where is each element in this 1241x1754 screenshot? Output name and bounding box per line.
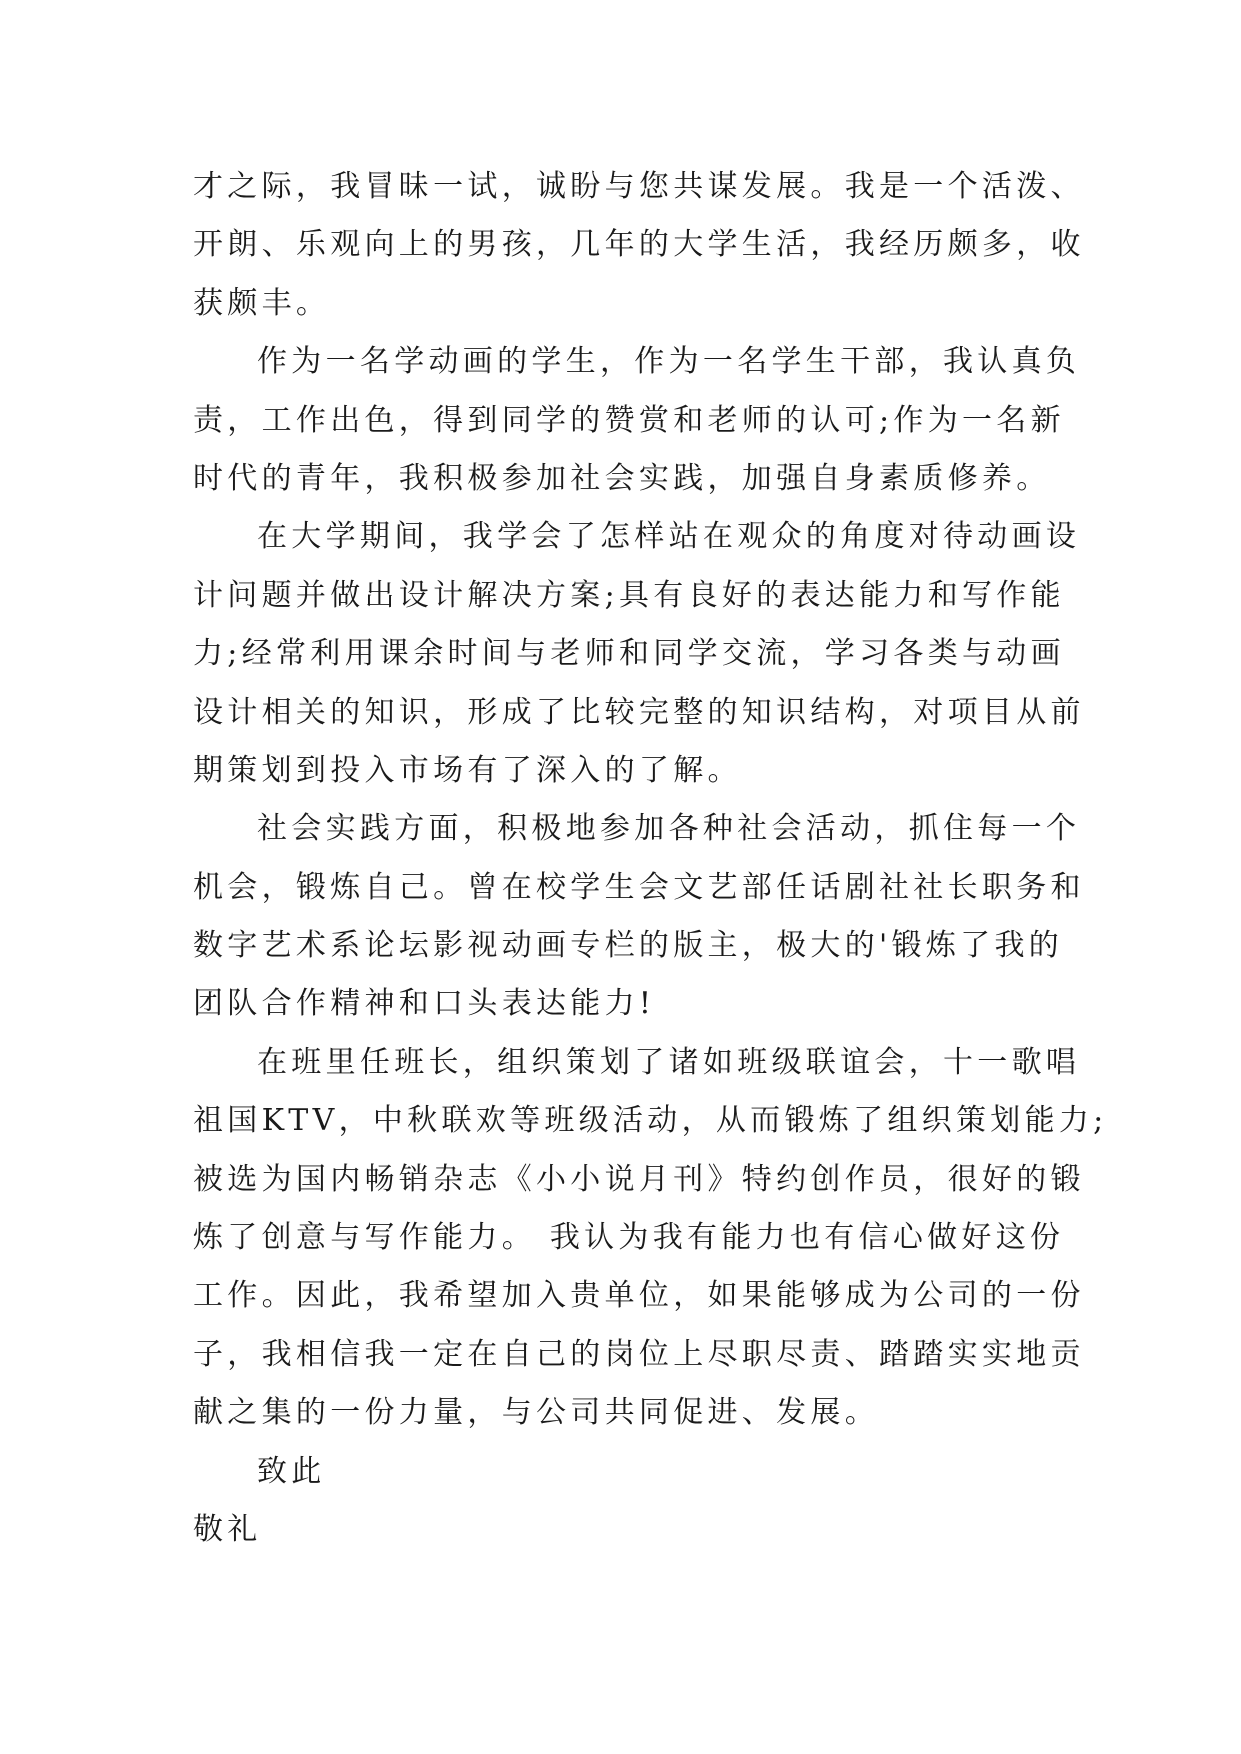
body-line: 团队合作精神和口头表达能力! [193,986,656,1022]
paragraph-start-line: 社会实践方面，积极地参加各种社会活动，抓住每一个 [257,811,1081,847]
body-line: 子，我相信我一定在自己的岗位上尽职尽责、踏踏实实地贡 [193,1336,1085,1372]
body-line: 祖国KTV，中秋联欢等班级活动，从而锻炼了组织策划能力; [193,1103,1108,1139]
paragraph-start-line: 在大学期间，我学会了怎样站在观众的角度对待动画设 [257,519,1081,555]
body-line: 期策划到投入市场有了深入的了解。 [193,752,742,788]
body-line: 获颇丰。 [193,285,331,321]
body-line: 开朗、乐观向上的男孩，几年的大学生活，我经历颇多，收 [193,227,1085,263]
body-line: 工作。因此，我希望加入贵单位，如果能够成为公司的一份 [193,1278,1085,1314]
body-line: 献之集的一份力量，与公司共同促进、发展。 [193,1395,879,1431]
body-line: 时代的青年，我积极参加社会实践，加强自身素质修养。 [193,460,1051,496]
body-line: 计问题并做出设计解决方案;具有良好的表达能力和写作能 [193,577,1065,613]
body-line: 数字艺术系论坛影视动画专栏的版主，极大的'锻炼了我的 [193,928,1064,964]
letter-body [193,158,1108,1559]
body-line: 被选为国内畅销杂志《小小说月刊》特约创作员，很好的锻 [193,1161,1085,1197]
body-line: 设计相关的知识，形成了比较完整的知识结构，对项目从前 [193,694,1085,730]
body-line: 炼了创意与写作能力。 我认为我有能力也有信心做好这份 [193,1220,1065,1256]
body-line: 责，工作出色，得到同学的赞赏和老师的认可;作为一名新 [193,402,1065,438]
body-line: 才之际，我冒昧一试，诚盼与您共谋发展。我是一个活泼、 [193,169,1085,204]
paragraph-start-line: 作为一名学动画的学生，作为一名学生干部，我认真负 [257,344,1081,380]
closing-line: 致此 [257,1453,326,1489]
body-line: 机会，锻炼自己。曾在校学生会文艺部任话剧社社长职务和 [193,869,1085,905]
salutation-line: 敬礼 [193,1511,262,1547]
paragraph-start-line: 在班里任班长，组织策划了诸如班级联谊会，十一歌唱 [257,1044,1081,1080]
body-line: 力;经常利用课余时间与老师和同学交流，学习各类与动画 [193,636,1065,672]
